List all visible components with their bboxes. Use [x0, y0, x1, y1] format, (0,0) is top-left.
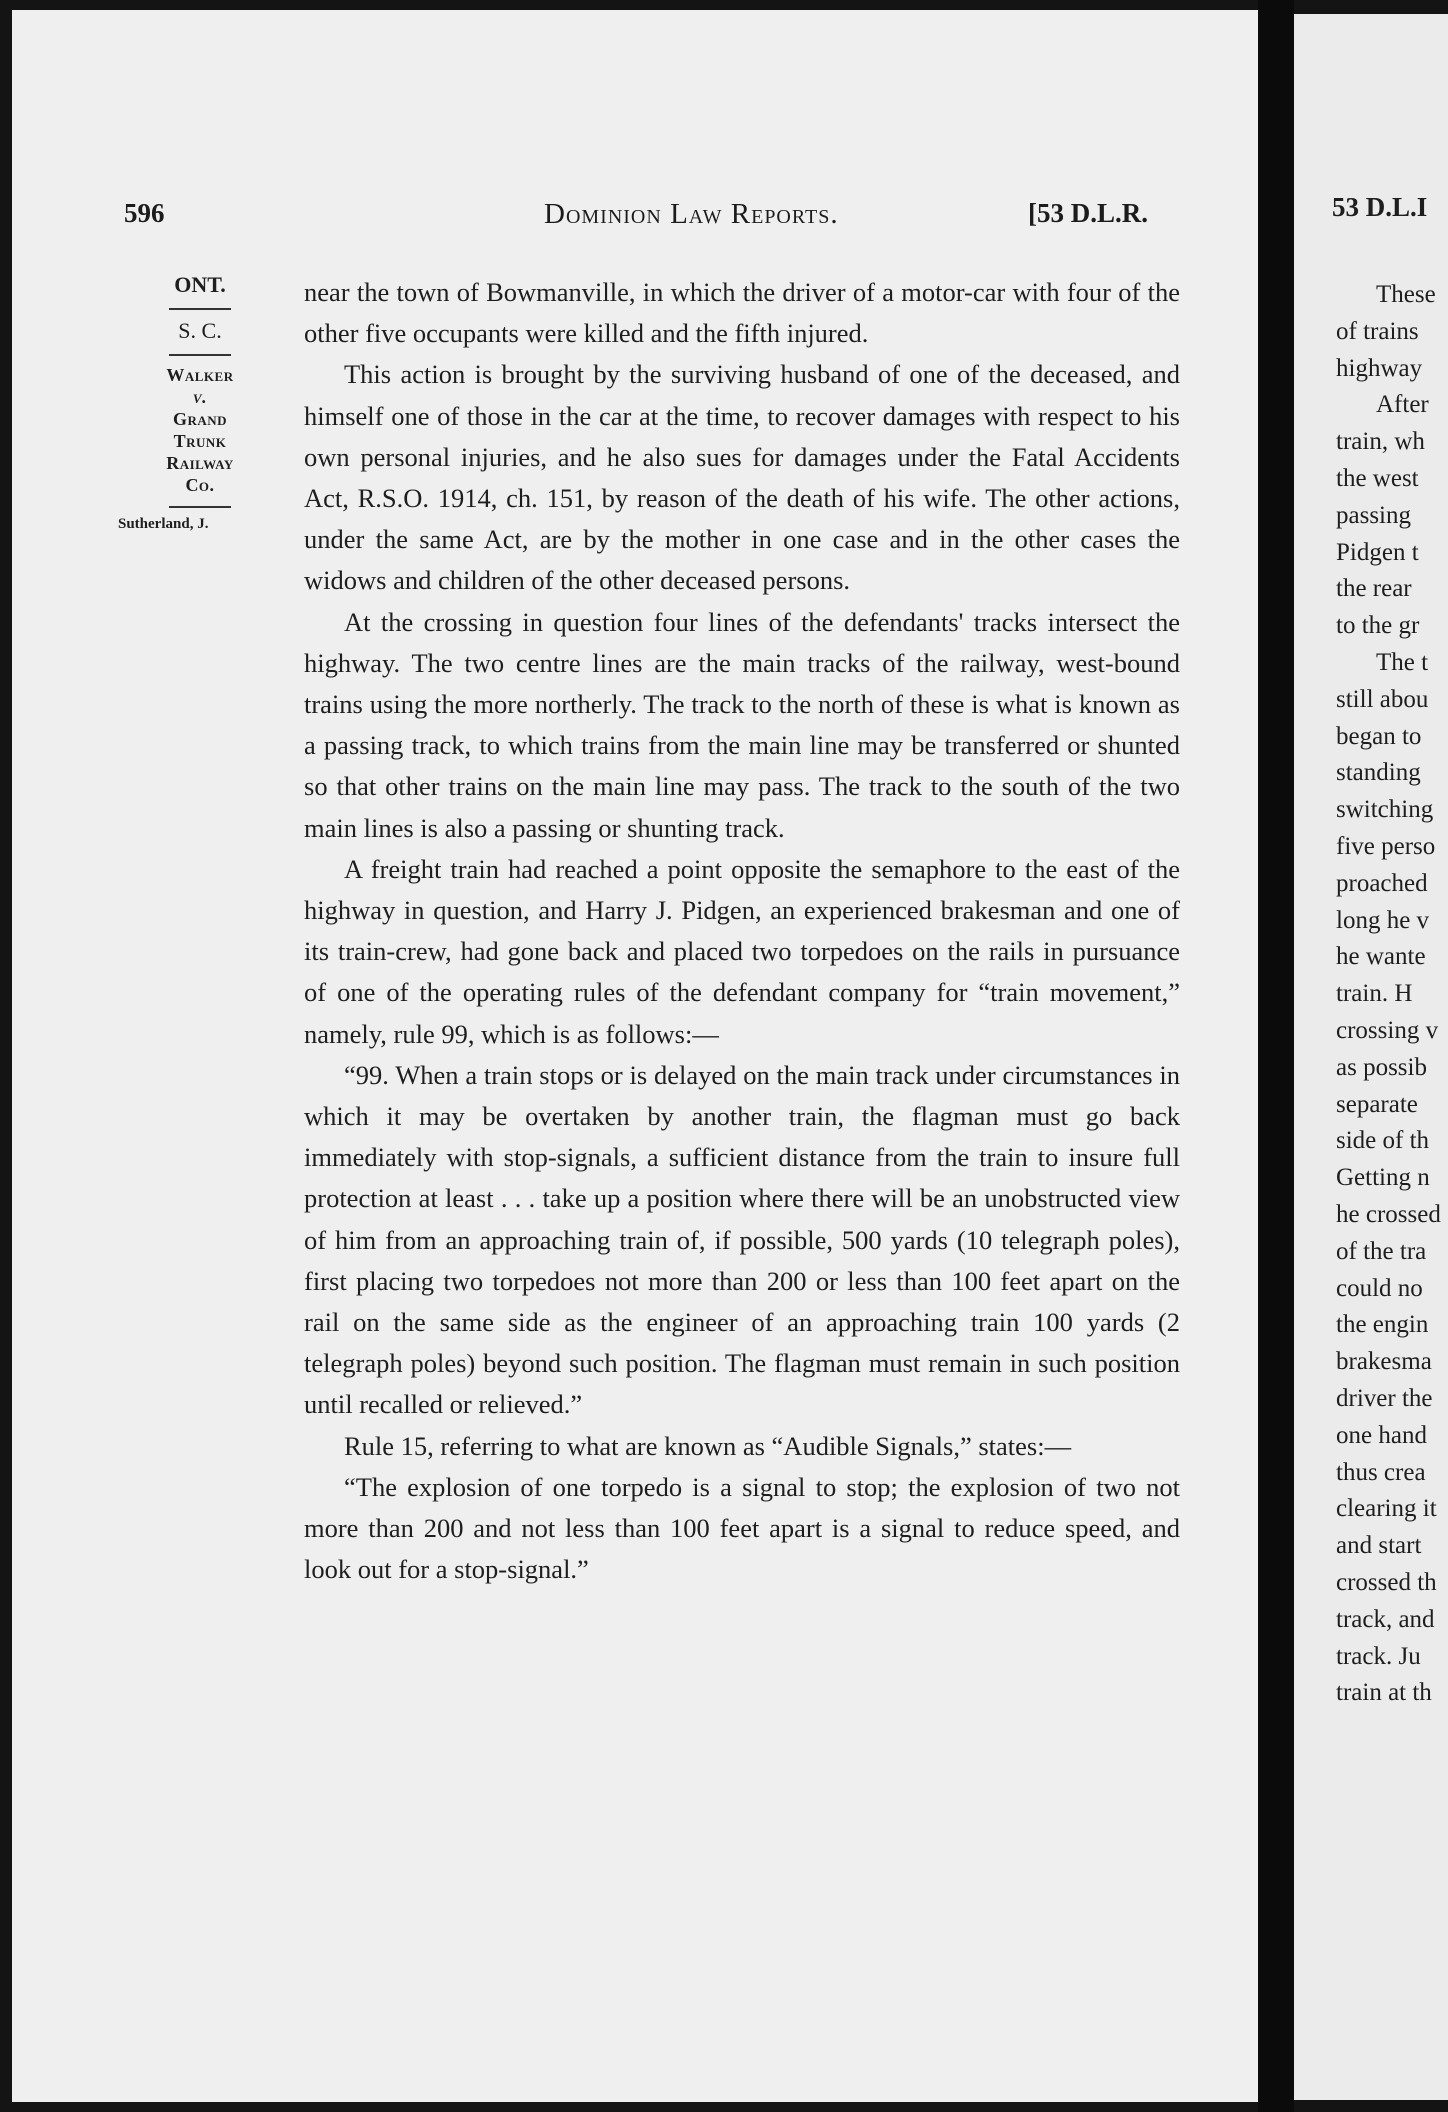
book-spine — [1258, 0, 1294, 2112]
facing-page-line: separate — [1336, 1090, 1418, 1118]
court-level: S. C. — [178, 318, 222, 343]
divider — [169, 308, 231, 310]
facing-page-line: to the gr — [1336, 612, 1420, 640]
facing-page-line: proached — [1336, 869, 1428, 897]
body-paragraph: At the crossing in question four lines of the defendants' tracks intersect the highway. The two centre lines are the main tracks of the railway, west-bound trains using the more northerly. The track to the north of these is what is known as a passing track, to which trains from the main line may be transferred or shunted so that other trains on the main line may pass. The track to the south of the two main lines is also a passing or shunting track. — [304, 606, 1180, 843]
page-number: 596 — [124, 198, 165, 228]
facing-page-line: highway — [1336, 354, 1423, 382]
facing-page-line: the engin — [1336, 1311, 1429, 1339]
divider — [169, 506, 231, 508]
facing-page-line: still abou — [1336, 685, 1429, 713]
facing-page-line: track. Ju — [1336, 1642, 1421, 1670]
body-paragraph: A freight train had reached a point opposite the semaphore to the east of the highway in question, and Harry J. Pidgen, an experienced brakesman and one of its train-crew, had gone back and placed two torpedoes on the rails in pursuance of one of the operating rules of the defendant company for “train movement,” namely, rule 99, which is as follows:— — [304, 853, 1180, 1049]
facing-page-line: Getting n — [1336, 1164, 1430, 1192]
facing-page-line: clearing it — [1336, 1495, 1437, 1523]
case-name-line: Grand — [172, 409, 228, 429]
facing-page-line: driver the — [1336, 1385, 1433, 1412]
facing-page-line: of trains — [1336, 317, 1419, 345]
facing-page — [1294, 14, 1448, 2100]
case-name-line: Railway — [166, 453, 234, 473]
facing-page-line: brakesma — [1336, 1348, 1432, 1376]
facing-page-line: five perso — [1336, 833, 1436, 860]
body-text — [304, 272, 1180, 1591]
facing-page-line: train at th — [1336, 1679, 1432, 1707]
facing-page-line: thus crea — [1336, 1458, 1426, 1486]
case-name — [122, 364, 278, 496]
facing-page-line: he wante — [1336, 943, 1426, 971]
facing-page-line: passing — [1336, 501, 1411, 529]
facing-page-line: began to — [1336, 722, 1422, 750]
case-name-line: Trunk — [173, 431, 227, 451]
case-name-line: Walker — [166, 365, 234, 385]
facing-page-line: long he v — [1336, 906, 1430, 934]
body-paragraph: This action is brought by the surviving husband of one of the deceased, and himself one of those in the car at the time, to recover damages with respect to his own personal injuries, and he also sues for damages under the Fatal Accidents Act, R.S.O. 1914, ch. 151, by reason of the death of his wife. The other actions, under the same Act, are by the mother in one case and in the other cases the widows and children of the other deceased persons. — [304, 359, 1180, 596]
facing-page-line: train, wh — [1336, 428, 1425, 456]
facing-page-line: Pidgen t — [1336, 538, 1419, 566]
body-paragraph: Rule 15, referring to what are known as “Audible Signals,” states:— — [344, 1430, 1072, 1461]
facing-page-line: and start — [1336, 1532, 1422, 1560]
facing-page-line: he crossed — [1336, 1201, 1441, 1228]
case-name-line: Co. — [185, 475, 215, 495]
facing-page-line: The t — [1376, 649, 1429, 676]
body-paragraph: “The explosion of one torpedo is a signal to stop; the explosion of two not more than 200 and not less than 100 feet apart is a signal to reduce speed, and look out for a stop-signal.” — [304, 1471, 1180, 1585]
divider — [169, 354, 231, 356]
body-paragraph: near the town of Bowmanville, in which the driver of a motor-car with four of the other five occupants were killed and the fifth injured. — [304, 277, 1180, 349]
facing-page-header: 53 D.L.I — [1332, 192, 1428, 222]
court-province: ONT. — [174, 272, 226, 297]
facing-page-line: of the tra — [1336, 1237, 1427, 1265]
book-page — [12, 10, 1258, 2102]
margin-notes — [118, 272, 278, 533]
running-title: Dominion Law Reports. — [544, 198, 839, 230]
facing-page-line: could no — [1336, 1274, 1423, 1302]
facing-page-line: switching — [1336, 796, 1434, 824]
facing-page-line: the west — [1336, 465, 1419, 492]
case-name-line: v. — [192, 387, 208, 407]
body-paragraph: “99. When a train stops or is delayed on the main track under circumstances in which it may be overtaken by another train, the flagman must go back immediately with stop-signals, a sufficient distance from the train to insure full protection at least . . . take up a position where there will be an unobstructed view of him from an approaching train of, if possible, 500 yards (10 telegraph poles), first placing two torpedoes not more than 200 or less than 100 feet apart on the rail on the same side as the engineer of an approaching train 100 yards (2 telegraph poles) beyond such position. The flagman must remain in such position until recalled or relieved.” — [304, 1059, 1180, 1420]
facing-page-line: crossing v — [1336, 1017, 1439, 1044]
facing-page-line: track, and — [1336, 1605, 1435, 1633]
facing-page-line: After — [1376, 391, 1429, 419]
facing-page-line: crossed th — [1336, 1569, 1437, 1596]
facing-page-line: standing — [1336, 759, 1421, 787]
facing-page-line: as possib — [1336, 1053, 1427, 1081]
facing-page-line: the rear — [1336, 575, 1412, 603]
judge-name: Sutherland, J. — [118, 516, 209, 532]
facing-page-line: side of th — [1336, 1127, 1430, 1155]
facing-page-line: train. H — [1336, 980, 1413, 1008]
facing-page-line: one hand — [1336, 1421, 1427, 1449]
volume-citation: [53 D.L.R. — [1028, 198, 1148, 228]
facing-page-line: These — [1376, 281, 1436, 308]
